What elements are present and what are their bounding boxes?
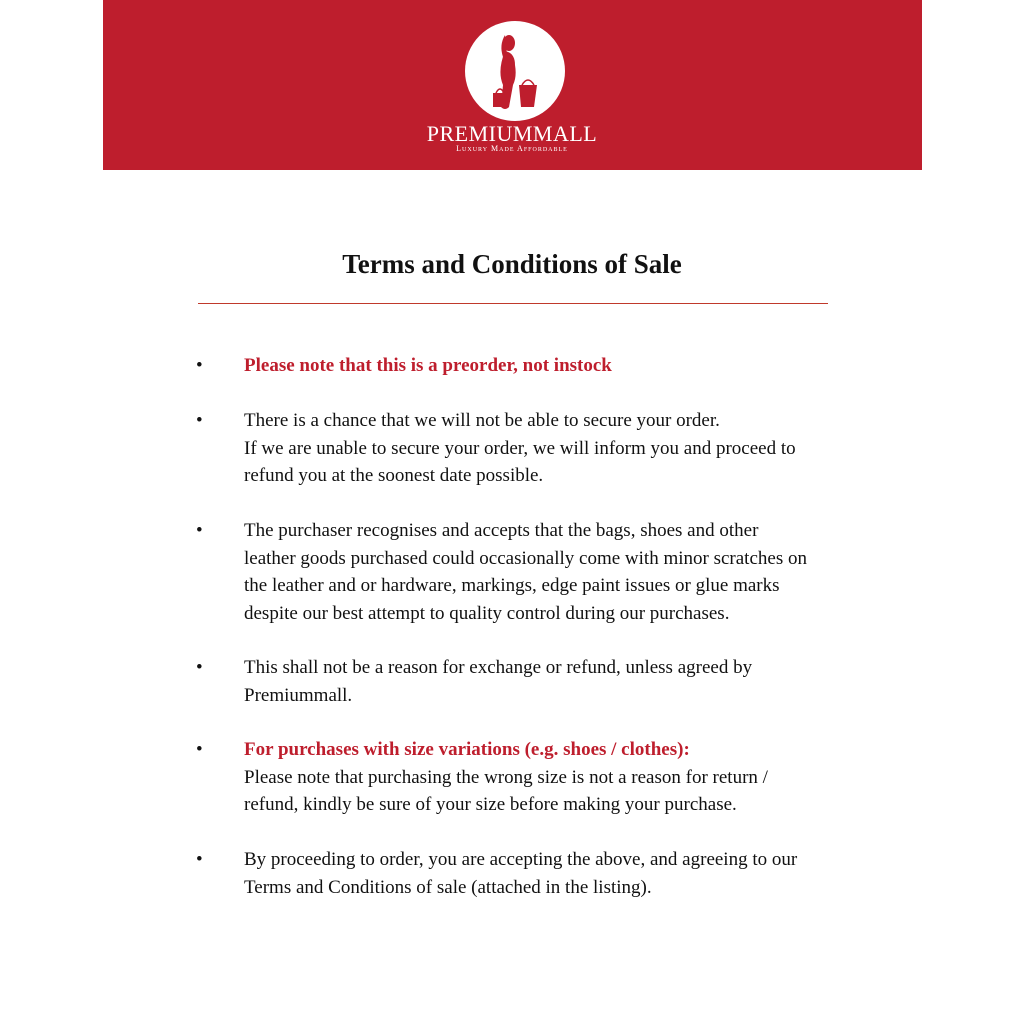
item-text <box>244 407 796 490</box>
text-line: refund, kindly be sure of your size before making your purchase. <box>244 794 737 815</box>
item-text <box>244 654 752 709</box>
text-line: If we are unable to secure your order, we will inform you and proceed to <box>244 437 796 459</box>
title-divider <box>198 303 828 304</box>
text-line: The purchaser recognises and accepts that the bags, shoes and other <box>244 520 759 541</box>
text-line: the leather and or hardware, markings, edge paint issues or glue marks <box>244 575 780 596</box>
item-text <box>244 846 797 901</box>
item-text <box>244 736 768 819</box>
text-line: Terms and Conditions of sale (attached in the listing). <box>244 876 652 898</box>
bullet-icon: • <box>196 355 203 376</box>
item-text <box>244 517 807 627</box>
brand-name: PREMIUMMALL <box>426 121 598 146</box>
text-line: By proceeding to order, you are accepting the above, and agreeing to our <box>244 849 798 870</box>
highlight-text: For purchases with size variations (e.g. shoes / clothes): <box>244 739 690 760</box>
text-line: This shall not be a reason for exchange or refund, unless agreed by <box>244 657 753 678</box>
bullet-icon: • <box>196 520 203 541</box>
bullet-icon: • <box>196 739 203 760</box>
bullet-icon: • <box>196 657 203 678</box>
text-line: Please note that purchasing the wrong size is not a reason for return / <box>244 766 768 788</box>
text-line: There is a chance that we will not be able to secure your order. <box>244 410 720 431</box>
text-line: refund you at the soonest date possible. <box>244 465 544 486</box>
text-line: leather goods purchased could occasionally come with minor scratches on <box>244 547 807 569</box>
brand-tagline: Luxury Made Affordable <box>456 144 568 153</box>
bullet-icon: • <box>196 849 203 870</box>
highlight-text: Please note that this is a preorder, not instock <box>244 355 612 376</box>
page-title: Terms and Conditions of Sale <box>342 249 682 279</box>
logo <box>465 21 565 121</box>
text-line: despite our best attempt to quality control during our purchases. <box>244 602 730 624</box>
bullet-icon: • <box>196 410 203 431</box>
item-text <box>244 352 612 380</box>
shopper-silhouette-icon <box>465 21 565 121</box>
text-line: Premiummall. <box>244 684 353 706</box>
